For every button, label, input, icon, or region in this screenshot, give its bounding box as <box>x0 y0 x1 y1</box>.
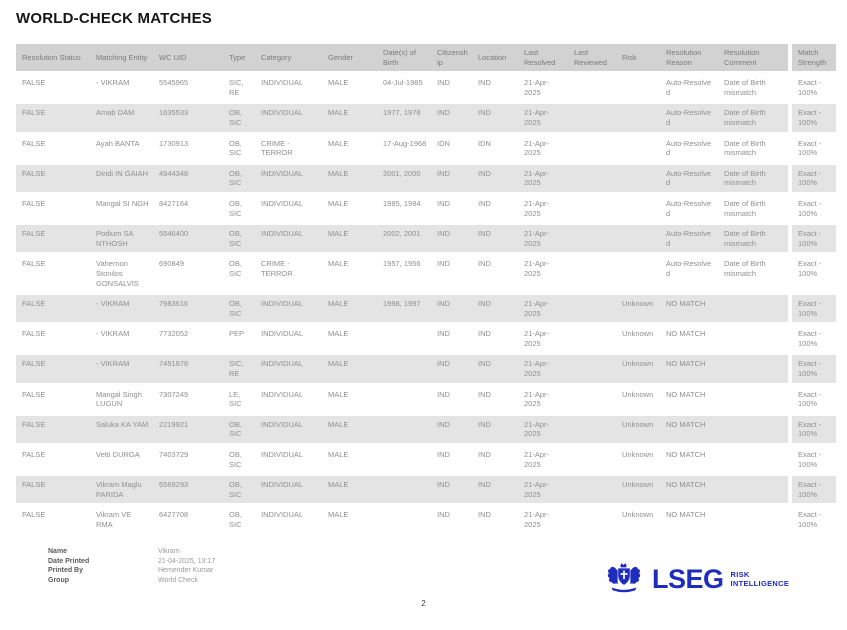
page-title: WORLD-CHECK MATCHES <box>16 10 213 27</box>
cell-last-resolved: 21-Apr-2025 <box>518 475 568 505</box>
table-row <box>16 354 836 384</box>
cell-gender: MALE <box>322 193 377 223</box>
cell-resolution-comment <box>718 445 790 475</box>
cell-category: INDIVIDUAL <box>255 324 322 354</box>
cell-location: IND <box>472 294 518 324</box>
cell-resolution-comment <box>718 505 790 535</box>
cell-category: INDIVIDUAL <box>255 294 322 324</box>
cell-matching-entity: Diridi IN GAIAH <box>90 163 153 193</box>
cell-citizenship: IND <box>431 414 472 444</box>
cell-resolution-status: FALSE <box>16 133 90 163</box>
cell-location: IND <box>472 384 518 414</box>
lseg-logo <box>605 561 789 597</box>
metadata-row-name <box>48 547 215 557</box>
cell-last-reviewed <box>568 254 616 294</box>
column-header-type: Type <box>223 44 255 73</box>
cell-resolution-comment <box>718 414 790 444</box>
cell-last-reviewed <box>568 294 616 324</box>
cell-resolution-comment <box>718 475 790 505</box>
table-body <box>16 73 836 535</box>
cell-gender: MALE <box>322 103 377 133</box>
cell-last-reviewed <box>568 224 616 254</box>
cell-dob: 04-Jul-1985 <box>377 73 431 103</box>
cell-last-resolved: 21-Apr-2025 <box>518 354 568 384</box>
cell-type: OB, SIC <box>223 414 255 444</box>
cell-resolution-comment: Date of Birth mismatch <box>718 73 790 103</box>
cell-match-strength: Exact - 100% <box>790 163 836 193</box>
cell-resolution-status: FALSE <box>16 445 90 475</box>
table-row <box>16 445 836 475</box>
cell-last-reviewed <box>568 475 616 505</box>
cell-match-strength: Exact - 100% <box>790 445 836 475</box>
cell-wc-uid: 7732052 <box>153 324 223 354</box>
cell-citizenship: IND <box>431 193 472 223</box>
table-row <box>16 505 836 535</box>
cell-resolution-reason: Auto-Resolved <box>660 133 718 163</box>
cell-risk: Unknown <box>616 354 660 384</box>
cell-matching-entity: Podium SA NTHOSH <box>90 224 153 254</box>
cell-last-resolved: 21-Apr-2025 <box>518 224 568 254</box>
cell-resolution-status: FALSE <box>16 354 90 384</box>
cell-risk <box>616 133 660 163</box>
table-header <box>16 44 836 73</box>
cell-type: SIC, RE <box>223 73 255 103</box>
table-row <box>16 224 836 254</box>
lseg-crest-icon <box>605 561 643 597</box>
cell-wc-uid: 2219921 <box>153 414 223 444</box>
cell-last-resolved: 21-Apr-2025 <box>518 324 568 354</box>
table-row <box>16 384 836 414</box>
cell-risk: Unknown <box>616 475 660 505</box>
cell-wc-uid: 6427708 <box>153 505 223 535</box>
table-row <box>16 414 836 444</box>
table-row <box>16 294 836 324</box>
cell-resolution-status: FALSE <box>16 384 90 414</box>
table-row <box>16 73 836 103</box>
cell-location: IND <box>472 224 518 254</box>
cell-matching-entity: Ayah BANTA <box>90 133 153 163</box>
cell-wc-uid: 7403729 <box>153 445 223 475</box>
cell-risk <box>616 73 660 103</box>
cell-gender: MALE <box>322 475 377 505</box>
cell-risk <box>616 103 660 133</box>
cell-category: INDIVIDUAL <box>255 73 322 103</box>
cell-resolution-reason: NO MATCH <box>660 384 718 414</box>
cell-match-strength: Exact - 100% <box>790 193 836 223</box>
cell-resolution-status: FALSE <box>16 103 90 133</box>
cell-resolution-comment: Date of Birth mismatch <box>718 224 790 254</box>
cell-last-reviewed <box>568 103 616 133</box>
cell-wc-uid: 4944348 <box>153 163 223 193</box>
cell-resolution-reason: Auto-Resolved <box>660 163 718 193</box>
cell-location: IND <box>472 163 518 193</box>
cell-resolution-status: FALSE <box>16 254 90 294</box>
column-header-risk: Risk <box>616 44 660 73</box>
cell-category: INDIVIDUAL <box>255 354 322 384</box>
column-header-wc-uid: WC UID <box>153 44 223 73</box>
cell-last-reviewed <box>568 324 616 354</box>
table-row <box>16 254 836 294</box>
cell-type: PEP <box>223 324 255 354</box>
cell-risk: Unknown <box>616 294 660 324</box>
metadata-label: Name <box>48 548 68 555</box>
page-number: 2 <box>421 599 426 608</box>
cell-resolution-status: FALSE <box>16 73 90 103</box>
metadata-label: Group <box>48 577 69 585</box>
cell-dob: 17-Aug-1968 <box>377 133 431 163</box>
cell-resolution-reason: NO MATCH <box>660 324 718 354</box>
cell-matching-entity: Vikram VE RMA <box>90 505 153 535</box>
column-header-resolution-status: Resolution Status <box>16 44 90 73</box>
cell-last-reviewed <box>568 133 616 163</box>
cell-matching-entity: - VIKRAM <box>90 73 153 103</box>
cell-match-strength: Exact - 100% <box>790 384 836 414</box>
cell-citizenship: IDN <box>431 133 472 163</box>
metadata-label: Printed By <box>48 567 84 575</box>
cell-risk: Unknown <box>616 505 660 535</box>
cell-dob <box>377 505 431 535</box>
cell-citizenship: IND <box>431 224 472 254</box>
cell-risk <box>616 254 660 294</box>
cell-resolution-reason: Auto-Resolved <box>660 103 718 133</box>
cell-wc-uid: 7983616 <box>153 294 223 324</box>
cell-category: INDIVIDUAL <box>255 193 322 223</box>
cell-type: OB, SIC <box>223 294 255 324</box>
cell-category: INDIVIDUAL <box>255 445 322 475</box>
cell-gender: MALE <box>322 224 377 254</box>
cell-citizenship: IND <box>431 384 472 414</box>
cell-resolution-status: FALSE <box>16 324 90 354</box>
cell-matching-entity: - VIKRAM <box>90 294 153 324</box>
cell-wc-uid: 7307249 <box>153 384 223 414</box>
metadata-value: Vikram <box>158 548 180 555</box>
metadata-row-printed-by <box>48 566 215 576</box>
cell-matching-entity: - VIKRAM <box>90 354 153 384</box>
cell-matching-entity: Vetti DURGA <box>90 445 153 475</box>
cell-last-resolved: 21-Apr-2025 <box>518 163 568 193</box>
cell-type: OB, SIC <box>223 475 255 505</box>
cell-match-strength: Exact - 100% <box>790 133 836 163</box>
cell-last-resolved: 21-Apr-2025 <box>518 414 568 444</box>
cell-citizenship: IND <box>431 445 472 475</box>
cell-category: CRIME - TERROR <box>255 254 322 294</box>
cell-match-strength: Exact - 100% <box>790 103 836 133</box>
cell-dob <box>377 324 431 354</box>
cell-wc-uid: 690849 <box>153 254 223 294</box>
cell-last-reviewed <box>568 163 616 193</box>
column-header-category: Category <box>255 44 322 73</box>
metadata-value: 21-04-2025, 13:17 <box>158 557 216 565</box>
cell-resolution-reason: NO MATCH <box>660 445 718 475</box>
cell-category: CRIME - TERROR <box>255 133 322 163</box>
cell-type: OB, SIC <box>223 224 255 254</box>
cell-last-reviewed <box>568 414 616 444</box>
column-header-citizenship: Citizenship <box>431 44 472 73</box>
cell-category: INDIVIDUAL <box>255 163 322 193</box>
cell-last-resolved: 21-Apr-2025 <box>518 133 568 163</box>
cell-resolution-status: FALSE <box>16 505 90 535</box>
cell-type: OB, SIC <box>223 133 255 163</box>
cell-last-resolved: 21-Apr-2025 <box>518 254 568 294</box>
cell-resolution-comment: Date of Birth mismatch <box>718 193 790 223</box>
cell-match-strength: Exact - 100% <box>790 414 836 444</box>
cell-category: INDIVIDUAL <box>255 505 322 535</box>
cell-last-resolved: 21-Apr-2025 <box>518 384 568 414</box>
cell-type: LE, SIC <box>223 384 255 414</box>
cell-category: INDIVIDUAL <box>255 103 322 133</box>
cell-resolution-reason: Auto-Resolved <box>660 254 718 294</box>
world-check-matches-table <box>16 44 836 537</box>
cell-gender: MALE <box>322 294 377 324</box>
cell-matching-entity: Vahernon Stonilos GONSALVIS <box>90 254 153 294</box>
cell-resolution-reason: NO MATCH <box>660 475 718 505</box>
cell-dob: 1977, 1978 <box>377 103 431 133</box>
cell-category: INDIVIDUAL <box>255 224 322 254</box>
cell-citizenship: IND <box>431 324 472 354</box>
cell-resolution-comment: Date of Birth mismatch <box>718 103 790 133</box>
cell-location: IND <box>472 193 518 223</box>
cell-match-strength: Exact - 100% <box>790 354 836 384</box>
cell-matching-entity: Mangal SI NGH <box>90 193 153 223</box>
cell-resolution-status: FALSE <box>16 193 90 223</box>
metadata-value: Hemender Kumar <box>158 567 214 575</box>
cell-gender: MALE <box>322 324 377 354</box>
cell-type: OB, SIC <box>223 103 255 133</box>
cell-location: IND <box>472 505 518 535</box>
cell-location: IND <box>472 103 518 133</box>
cell-match-strength: Exact - 100% <box>790 505 836 535</box>
cell-dob <box>377 414 431 444</box>
cell-resolution-comment: Date of Birth mismatch <box>718 133 790 163</box>
cell-match-strength: Exact - 100% <box>790 73 836 103</box>
cell-match-strength: Exact - 100% <box>790 254 836 294</box>
cell-dob <box>377 475 431 505</box>
table-row <box>16 324 836 354</box>
column-header-match-strength: Match Strength <box>790 44 836 73</box>
cell-last-resolved: 21-Apr-2025 <box>518 445 568 475</box>
cell-citizenship: IND <box>431 475 472 505</box>
cell-location: IND <box>472 414 518 444</box>
cell-last-reviewed <box>568 354 616 384</box>
cell-dob: 2002, 2001 <box>377 224 431 254</box>
cell-last-resolved: 21-Apr-2025 <box>518 193 568 223</box>
cell-last-resolved: 21-Apr-2025 <box>518 505 568 535</box>
cell-risk <box>616 224 660 254</box>
cell-citizenship: IND <box>431 73 472 103</box>
cell-citizenship: IND <box>431 354 472 384</box>
cell-match-strength: Exact - 100% <box>790 224 836 254</box>
print-metadata <box>48 547 215 586</box>
cell-resolution-reason: Auto-Resolved <box>660 193 718 223</box>
cell-resolution-reason: Auto-Resolved <box>660 73 718 103</box>
cell-risk: Unknown <box>616 324 660 354</box>
lseg-tagline <box>731 570 790 588</box>
cell-gender: MALE <box>322 133 377 163</box>
cell-resolution-status: FALSE <box>16 224 90 254</box>
cell-risk: Unknown <box>616 445 660 475</box>
cell-matching-entity: - VIKRAM <box>90 324 153 354</box>
cell-gender: MALE <box>322 73 377 103</box>
metadata-row-date-printed <box>48 557 215 567</box>
cell-gender: MALE <box>322 254 377 294</box>
cell-gender: MALE <box>322 445 377 475</box>
cell-last-reviewed <box>568 445 616 475</box>
cell-last-resolved: 21-Apr-2025 <box>518 73 568 103</box>
column-header-location: Location <box>472 44 518 73</box>
cell-gender: MALE <box>322 163 377 193</box>
cell-resolution-comment <box>718 324 790 354</box>
cell-resolution-comment <box>718 354 790 384</box>
cell-dob <box>377 384 431 414</box>
cell-resolution-reason: NO MATCH <box>660 505 718 535</box>
cell-location: IND <box>472 354 518 384</box>
column-header-matching-entity: Matching Entity <box>90 44 153 73</box>
cell-wc-uid: 1730913 <box>153 133 223 163</box>
cell-resolution-comment <box>718 294 790 324</box>
cell-risk: Unknown <box>616 414 660 444</box>
cell-gender: MALE <box>322 354 377 384</box>
cell-type: OB, SIC <box>223 163 255 193</box>
cell-type: OB, SIC <box>223 505 255 535</box>
column-header-gender: Gender <box>322 44 377 73</box>
cell-gender: MALE <box>322 384 377 414</box>
table-row <box>16 133 836 163</box>
cell-resolution-reason: Auto-Resolved <box>660 224 718 254</box>
cell-wc-uid: 8427164 <box>153 193 223 223</box>
cell-wc-uid: 7451878 <box>153 354 223 384</box>
cell-matching-entity: Saluka KA YAM <box>90 414 153 444</box>
cell-resolution-status: FALSE <box>16 475 90 505</box>
metadata-label: Date Printed <box>48 557 90 565</box>
cell-matching-entity: Vikram Maglu PARIDA <box>90 475 153 505</box>
cell-resolution-status: FALSE <box>16 414 90 444</box>
cell-citizenship: IND <box>431 163 472 193</box>
cell-dob <box>377 354 431 384</box>
cell-last-reviewed <box>568 505 616 535</box>
cell-type: OB, SIC <box>223 193 255 223</box>
metadata-row-group <box>48 576 215 586</box>
cell-dob: 2001, 2000 <box>377 163 431 193</box>
cell-resolution-status: FALSE <box>16 163 90 193</box>
cell-gender: MALE <box>322 414 377 444</box>
cell-last-reviewed <box>568 384 616 414</box>
cell-risk <box>616 163 660 193</box>
cell-citizenship: IND <box>431 505 472 535</box>
cell-resolution-comment <box>718 384 790 414</box>
cell-risk <box>616 193 660 223</box>
cell-wc-uid: 5545965 <box>153 73 223 103</box>
cell-match-strength: Exact - 100% <box>790 294 836 324</box>
column-header-last-resolved: Last Resolved <box>518 44 568 73</box>
table-header-row <box>16 44 836 73</box>
cell-citizenship: IND <box>431 103 472 133</box>
table-row <box>16 475 836 505</box>
cell-category: INDIVIDUAL <box>255 414 322 444</box>
cell-location: IND <box>472 475 518 505</box>
cell-dob: 1998, 1997 <box>377 294 431 324</box>
cell-risk: Unknown <box>616 384 660 414</box>
cell-resolution-reason: NO MATCH <box>660 294 718 324</box>
cell-location: IDN <box>472 133 518 163</box>
cell-dob: 1985, 1984 <box>377 193 431 223</box>
cell-dob: 1957, 1956 <box>377 254 431 294</box>
lseg-wordmark: LSEG <box>652 564 724 594</box>
cell-matching-entity: Amab DAM <box>90 103 153 133</box>
cell-last-resolved: 21-Apr-2025 <box>518 103 568 133</box>
cell-dob <box>377 445 431 475</box>
cell-type: OB, SIC <box>223 445 255 475</box>
table-row <box>16 193 836 223</box>
cell-resolution-reason: NO MATCH <box>660 354 718 384</box>
cell-citizenship: IND <box>431 254 472 294</box>
cell-location: IND <box>472 73 518 103</box>
table-row <box>16 163 836 193</box>
cell-type: OB, SIC <box>223 254 255 294</box>
cell-type: SIC, RE <box>223 354 255 384</box>
cell-location: IND <box>472 324 518 354</box>
column-header-resolution-reason: Resolution Reason <box>660 44 718 73</box>
metadata-value: World Check <box>158 577 198 585</box>
cell-category: INDIVIDUAL <box>255 475 322 505</box>
cell-wc-uid: 1635533 <box>153 103 223 133</box>
cell-match-strength: Exact - 100% <box>790 475 836 505</box>
cell-last-resolved: 21-Apr-2025 <box>518 294 568 324</box>
cell-last-reviewed <box>568 73 616 103</box>
cell-location: IND <box>472 254 518 294</box>
cell-resolution-reason: NO MATCH <box>660 414 718 444</box>
column-header-resolution-comment: Resolution Comment <box>718 44 790 73</box>
lseg-tagline-line1: RISK <box>730 570 750 579</box>
cell-match-strength: Exact - 100% <box>790 324 836 354</box>
cell-gender: MALE <box>322 505 377 535</box>
column-header-dob: Date(s) of Birth <box>377 44 431 73</box>
cell-wc-uid: 5546400 <box>153 224 223 254</box>
cell-wc-uid: 6569293 <box>153 475 223 505</box>
cell-resolution-comment: Date of Birth mismatch <box>718 163 790 193</box>
cell-last-reviewed <box>568 193 616 223</box>
cell-category: INDIVIDUAL <box>255 384 322 414</box>
lseg-tagline-line2: INTELLIGENCE <box>730 579 790 588</box>
cell-matching-entity: Mangal Singh LUGUN <box>90 384 153 414</box>
column-header-last-reviewed: Last Reviewed <box>568 44 616 73</box>
table-row <box>16 103 836 133</box>
cell-resolution-comment: Date of Birth mismatch <box>718 254 790 294</box>
cell-location: IND <box>472 445 518 475</box>
cell-resolution-status: FALSE <box>16 294 90 324</box>
cell-citizenship: IND <box>431 294 472 324</box>
